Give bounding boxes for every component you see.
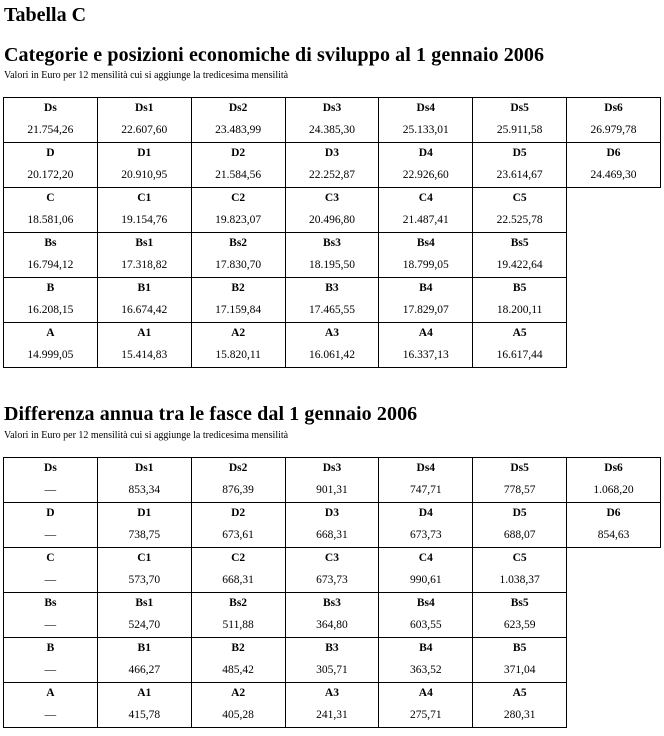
amount-cell: 747,71 [379, 478, 473, 503]
empty-cell [567, 703, 661, 728]
amount-cell: 524,70 [97, 613, 191, 638]
position-header-cell: B3 [285, 278, 379, 299]
amount-cell: 466,27 [97, 658, 191, 683]
amount-cell: 23.614,67 [473, 163, 567, 188]
position-header-cell: D3 [285, 143, 379, 164]
position-header-cell: D [4, 143, 98, 164]
empty-cell [567, 593, 661, 614]
position-header-cell: B [4, 278, 98, 299]
amount-cell: 21.584,56 [191, 163, 285, 188]
amount-cell: 22.926,60 [379, 163, 473, 188]
position-header-cell: C2 [191, 188, 285, 209]
amount-cell: 668,31 [191, 568, 285, 593]
position-header-cell: B1 [97, 638, 191, 659]
table-value-row [4, 118, 661, 143]
amount-cell: 603,55 [379, 613, 473, 638]
amount-cell: 17.465,55 [285, 298, 379, 323]
amount-cell: 738,75 [97, 523, 191, 548]
amount-cell: 854,63 [567, 523, 661, 548]
position-header-cell: A4 [379, 323, 473, 344]
amount-cell: 16.337,13 [379, 343, 473, 368]
table-value-row [4, 253, 661, 278]
empty-cell [567, 253, 661, 278]
amount-cell: 22.525,78 [473, 208, 567, 233]
position-header-cell: B2 [191, 278, 285, 299]
table-header-row [4, 188, 661, 209]
amount-cell: — [4, 568, 98, 593]
table-header-row [4, 143, 661, 164]
amount-cell: 25.911,58 [473, 118, 567, 143]
position-header-cell: A4 [379, 683, 473, 704]
amount-cell: 17.830,70 [191, 253, 285, 278]
position-header-cell: B [4, 638, 98, 659]
amount-cell: 21.754,26 [4, 118, 98, 143]
section-note-differences: Valori in Euro per 12 mensilità cui si aggiunge la tredicesima mensilità [4, 430, 289, 441]
table-header-row [4, 278, 661, 299]
position-header-cell: Bs4 [379, 233, 473, 254]
amount-cell: 22.607,60 [97, 118, 191, 143]
amount-cell: 21.487,41 [379, 208, 473, 233]
amount-cell: 1.038,37 [473, 568, 567, 593]
position-header-cell: B2 [191, 638, 285, 659]
position-header-cell: Ds5 [473, 98, 567, 119]
empty-cell [567, 613, 661, 638]
amount-cell: 17.318,82 [97, 253, 191, 278]
position-header-cell: A3 [285, 323, 379, 344]
empty-cell [567, 683, 661, 704]
table-header-row [4, 458, 661, 479]
table-header-row [4, 593, 661, 614]
amount-cell: — [4, 658, 98, 683]
position-header-cell: A [4, 683, 98, 704]
position-header-cell: Ds6 [567, 458, 661, 479]
table-value-row [4, 613, 661, 638]
position-header-cell: B5 [473, 638, 567, 659]
position-header-cell: A2 [191, 683, 285, 704]
table-header-row [4, 683, 661, 704]
amount-cell: 18.799,05 [379, 253, 473, 278]
table-value-row [4, 208, 661, 233]
amount-cell: 673,73 [379, 523, 473, 548]
amount-cell: 623,59 [473, 613, 567, 638]
table-categories [3, 97, 661, 368]
amount-cell: 24.469,30 [567, 163, 661, 188]
amount-cell: 1.068,20 [567, 478, 661, 503]
amount-cell: 19.154,76 [97, 208, 191, 233]
amount-cell: 26.979,78 [567, 118, 661, 143]
section-title-differences: Differenza annua tra le fasce dal 1 gennaio 2006 [4, 403, 418, 425]
amount-cell: 241,31 [285, 703, 379, 728]
position-header-cell: C1 [97, 548, 191, 569]
table-header-row [4, 323, 661, 344]
amount-cell: 20.172,20 [4, 163, 98, 188]
position-header-cell: Bs1 [97, 593, 191, 614]
amount-cell: 22.252,87 [285, 163, 379, 188]
position-header-cell: D2 [191, 143, 285, 164]
position-header-cell: Bs2 [191, 593, 285, 614]
position-header-cell: A [4, 323, 98, 344]
amount-cell: 15.414,83 [97, 343, 191, 368]
position-header-cell: Ds [4, 98, 98, 119]
empty-cell [567, 548, 661, 569]
position-header-cell: Ds1 [97, 458, 191, 479]
amount-cell: 415,78 [97, 703, 191, 728]
position-header-cell: Ds4 [379, 458, 473, 479]
position-header-cell: Bs4 [379, 593, 473, 614]
position-header-cell: C [4, 188, 98, 209]
position-header-cell: A1 [97, 323, 191, 344]
section-title-categories: Categorie e posizioni economiche di sviluppo al 1 gennaio 2006 [4, 44, 545, 66]
amount-cell: 901,31 [285, 478, 379, 503]
position-header-cell: C4 [379, 548, 473, 569]
position-header-cell: B4 [379, 278, 473, 299]
position-header-cell: A2 [191, 323, 285, 344]
position-header-cell: A3 [285, 683, 379, 704]
table-value-row [4, 163, 661, 188]
amount-cell: 990,61 [379, 568, 473, 593]
position-header-cell: Ds3 [285, 458, 379, 479]
amount-cell: — [4, 703, 98, 728]
amount-cell: 17.829,07 [379, 298, 473, 323]
empty-cell [567, 208, 661, 233]
position-header-cell: Bs [4, 593, 98, 614]
amount-cell: 16.061,42 [285, 343, 379, 368]
position-header-cell: Bs3 [285, 593, 379, 614]
position-header-cell: D6 [567, 503, 661, 524]
empty-cell [567, 568, 661, 593]
page-title: Tabella C [4, 4, 87, 26]
table-differences [3, 457, 661, 728]
position-header-cell: D5 [473, 143, 567, 164]
table-value-row [4, 568, 661, 593]
position-header-cell: C3 [285, 188, 379, 209]
position-header-cell: Ds1 [97, 98, 191, 119]
amount-cell: 17.159,84 [191, 298, 285, 323]
position-header-cell: B5 [473, 278, 567, 299]
amount-cell: 24.385,30 [285, 118, 379, 143]
amount-cell: 18.200,11 [473, 298, 567, 323]
table-value-row [4, 298, 661, 323]
amount-cell: — [4, 523, 98, 548]
position-header-cell: D1 [97, 143, 191, 164]
table-header-row [4, 548, 661, 569]
position-header-cell: Bs1 [97, 233, 191, 254]
empty-cell [567, 298, 661, 323]
position-header-cell: Ds2 [191, 458, 285, 479]
amount-cell: 668,31 [285, 523, 379, 548]
position-header-cell: D2 [191, 503, 285, 524]
table-value-row [4, 658, 661, 683]
position-header-cell: Bs5 [473, 233, 567, 254]
position-header-cell: D6 [567, 143, 661, 164]
table-header-row [4, 638, 661, 659]
amount-cell: 673,73 [285, 568, 379, 593]
position-header-cell: A5 [473, 323, 567, 344]
amount-cell: 673,61 [191, 523, 285, 548]
position-header-cell: C5 [473, 548, 567, 569]
amount-cell: 16.208,15 [4, 298, 98, 323]
position-header-cell: D4 [379, 503, 473, 524]
amount-cell: 363,52 [379, 658, 473, 683]
amount-cell: — [4, 478, 98, 503]
position-header-cell: B1 [97, 278, 191, 299]
amount-cell: 275,71 [379, 703, 473, 728]
amount-cell: 25.133,01 [379, 118, 473, 143]
position-header-cell: C1 [97, 188, 191, 209]
position-header-cell: Ds5 [473, 458, 567, 479]
empty-cell [567, 233, 661, 254]
position-header-cell: D3 [285, 503, 379, 524]
amount-cell: — [4, 613, 98, 638]
amount-cell: 16.674,42 [97, 298, 191, 323]
empty-cell [567, 638, 661, 659]
section-note-categories: Valori in Euro per 12 mensilità cui si aggiunge la tredicesima mensilità [4, 70, 289, 81]
amount-cell: 23.483,99 [191, 118, 285, 143]
position-header-cell: C2 [191, 548, 285, 569]
table-value-row [4, 343, 661, 368]
position-header-cell: A1 [97, 683, 191, 704]
table-header-row [4, 503, 661, 524]
position-header-cell: C4 [379, 188, 473, 209]
position-header-cell: B3 [285, 638, 379, 659]
amount-cell: 511,88 [191, 613, 285, 638]
empty-cell [567, 323, 661, 344]
table-header-row [4, 233, 661, 254]
empty-cell [567, 278, 661, 299]
empty-cell [567, 343, 661, 368]
amount-cell: 371,04 [473, 658, 567, 683]
amount-cell: 19.823,07 [191, 208, 285, 233]
position-header-cell: D4 [379, 143, 473, 164]
amount-cell: 305,71 [285, 658, 379, 683]
amount-cell: 20.910,95 [97, 163, 191, 188]
position-header-cell: Bs [4, 233, 98, 254]
amount-cell: 15.820,11 [191, 343, 285, 368]
position-header-cell: Ds3 [285, 98, 379, 119]
position-header-cell: Bs5 [473, 593, 567, 614]
position-header-cell: D1 [97, 503, 191, 524]
position-header-cell: C [4, 548, 98, 569]
amount-cell: 573,70 [97, 568, 191, 593]
table-header-row [4, 98, 661, 119]
position-header-cell: Ds2 [191, 98, 285, 119]
position-header-cell: Bs2 [191, 233, 285, 254]
table-value-row [4, 703, 661, 728]
empty-cell [567, 658, 661, 683]
position-header-cell: B4 [379, 638, 473, 659]
empty-cell [567, 188, 661, 209]
position-header-cell: D5 [473, 503, 567, 524]
amount-cell: 405,28 [191, 703, 285, 728]
position-header-cell: Ds6 [567, 98, 661, 119]
amount-cell: 485,42 [191, 658, 285, 683]
amount-cell: 19.422,64 [473, 253, 567, 278]
position-header-cell: C5 [473, 188, 567, 209]
table-value-row [4, 523, 661, 548]
amount-cell: 364,80 [285, 613, 379, 638]
amount-cell: 14.999,05 [4, 343, 98, 368]
amount-cell: 778,57 [473, 478, 567, 503]
amount-cell: 18.195,50 [285, 253, 379, 278]
position-header-cell: Ds4 [379, 98, 473, 119]
position-header-cell: A5 [473, 683, 567, 704]
position-header-cell: C3 [285, 548, 379, 569]
amount-cell: 20.496,80 [285, 208, 379, 233]
position-header-cell: Ds [4, 458, 98, 479]
amount-cell: 18.581,06 [4, 208, 98, 233]
amount-cell: 16.617,44 [473, 343, 567, 368]
amount-cell: 280,31 [473, 703, 567, 728]
amount-cell: 853,34 [97, 478, 191, 503]
table-value-row [4, 478, 661, 503]
position-header-cell: D [4, 503, 98, 524]
amount-cell: 688,07 [473, 523, 567, 548]
amount-cell: 876,39 [191, 478, 285, 503]
position-header-cell: Bs3 [285, 233, 379, 254]
amount-cell: 16.794,12 [4, 253, 98, 278]
